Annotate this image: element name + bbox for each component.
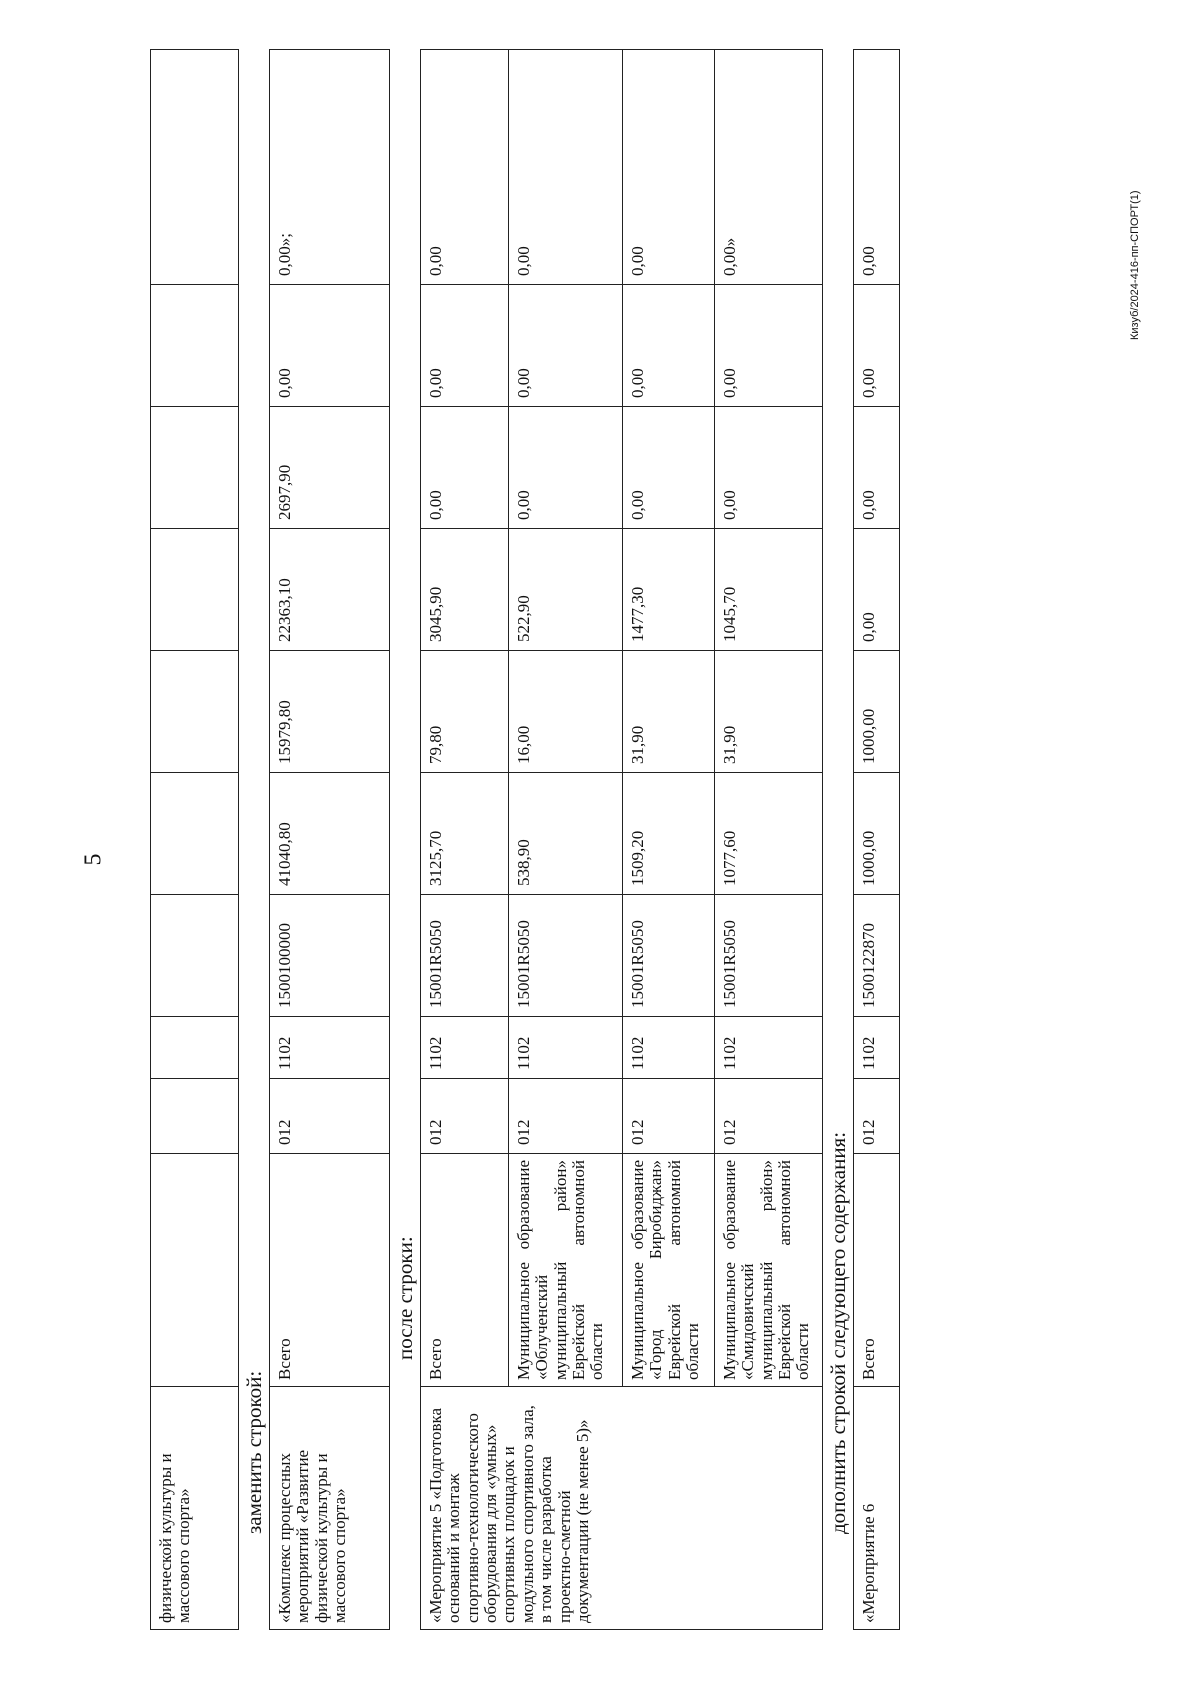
measure6-v3: 0,00 [854, 407, 900, 529]
measure6-csr: 1500122870 [854, 895, 900, 1017]
measure6-v2: 0,00 [854, 529, 900, 651]
measure5-v5: 0,00 [623, 50, 715, 285]
top-fragment-table [150, 49, 239, 1630]
measure5-total: 1077,60 [715, 773, 823, 895]
replace-executor: Всего [270, 1154, 390, 1387]
measure5-rzpr: 1102 [715, 1017, 823, 1079]
measure5-v2: 1045,70 [715, 529, 823, 651]
measure5-v1: 16,00 [509, 651, 623, 773]
measure6-v1: 1000,00 [854, 651, 900, 773]
measure5-v3: 0,00 [715, 407, 823, 529]
measure6-table [853, 49, 900, 1630]
replace-v1: 15979,80 [270, 651, 390, 773]
measure5-row-total [421, 50, 509, 1630]
measure6-row [854, 50, 900, 1630]
measure5-table [420, 49, 823, 1630]
replace-csr: 1500100000 [270, 895, 390, 1017]
measure5-v4: 0,00 [715, 285, 823, 407]
measure5-v2: 522,90 [509, 529, 623, 651]
measure5-v3: 0,00 [623, 407, 715, 529]
top-fragment-name: физической культуры и массового спорта» [151, 1387, 239, 1630]
measure5-total: 538,90 [509, 773, 623, 895]
measure6-v4: 0,00 [854, 285, 900, 407]
measure5-name: «Мероприятие 5 «Подготовка оснований и монтаж спортивно-технологического оборудования для «умных» спортивных площадок и модульного спортивного зала, в том числе разработка проектно-сметной документации (не менее 5)» [421, 1387, 823, 1630]
replace-v4: 0,00 [270, 285, 390, 407]
replace-v3: 2697,90 [270, 407, 390, 529]
replace-name: «Комплекс процессных мероприятий «Развитие физической культуры и массового спорта» [270, 1387, 390, 1630]
measure5-v2: 1477,30 [623, 529, 715, 651]
measure6-name: «Мероприятие 6 [854, 1387, 900, 1630]
measure5-total: 3125,70 [421, 773, 509, 895]
rotated-page-content [150, 70, 950, 1630]
measure5-rzpr: 1102 [421, 1017, 509, 1079]
replace-rzpr: 1102 [270, 1017, 390, 1079]
measure5-grbs: 012 [509, 1079, 623, 1154]
caption-replace: заменить строкой: [242, 1370, 266, 1534]
measure6-rzpr: 1102 [854, 1017, 900, 1079]
measure5-v1: 31,90 [623, 651, 715, 773]
replace-v5: 0,00»; [270, 50, 390, 285]
measure6-executor: Всего [854, 1154, 900, 1387]
replace-row [270, 50, 390, 1630]
measure5-v1: 31,90 [715, 651, 823, 773]
measure5-csr: 15001R5050 [715, 895, 823, 1017]
measure5-executor: Муниципальное образование «Облученский муниципальный район» Еврейской автономной области [509, 1154, 623, 1387]
measure5-v4: 0,00 [509, 285, 623, 407]
measure6-total: 1000,00 [854, 773, 900, 895]
measure5-v5: 0,00 [509, 50, 623, 285]
measure6-v5: 0,00 [854, 50, 900, 285]
caption-after: после строки: [393, 1236, 417, 1360]
replace-total: 41040,80 [270, 773, 390, 895]
document-code-container [1129, 190, 1141, 340]
measure5-v4: 0,00 [623, 285, 715, 407]
measure6-grbs: 012 [854, 1079, 900, 1154]
replace-grbs: 012 [270, 1079, 390, 1154]
measure5-executor: Муниципальное образование «Город Биробиджан» Еврейской автономной области [623, 1154, 715, 1387]
measure5-v4: 0,00 [421, 285, 509, 407]
replace-v2: 22363,10 [270, 529, 390, 651]
measure5-v1: 79,80 [421, 651, 509, 773]
measure5-csr: 15001R5050 [623, 895, 715, 1017]
caption-add: дополнить строкой следующего содержания: [826, 1131, 850, 1534]
page-number: 5 [80, 853, 107, 866]
top-fragment-row [151, 50, 239, 1630]
measure5-v5: 0,00 [421, 50, 509, 285]
measure5-executor: Муниципальное образование «Смидовичский муниципальный район» Еврейской автономной области [715, 1154, 823, 1387]
measure5-v3: 0,00 [421, 407, 509, 529]
measure5-rzpr: 1102 [623, 1017, 715, 1079]
measure5-rzpr: 1102 [509, 1017, 623, 1079]
measure5-grbs: 012 [421, 1079, 509, 1154]
document-code: Кизуб/2024-416-пп-СПОРТ(1) [1129, 190, 1141, 340]
measure5-csr: 15001R5050 [509, 895, 623, 1017]
measure5-grbs: 012 [623, 1079, 715, 1154]
measure5-grbs: 012 [715, 1079, 823, 1154]
measure5-v2: 3045,90 [421, 529, 509, 651]
measure5-executor: Всего [421, 1154, 509, 1387]
measure5-v3: 0,00 [509, 407, 623, 529]
measure5-csr: 15001R5050 [421, 895, 509, 1017]
measure5-v5: 0,00» [715, 50, 823, 285]
replace-table [269, 49, 390, 1630]
measure5-total: 1509,20 [623, 773, 715, 895]
